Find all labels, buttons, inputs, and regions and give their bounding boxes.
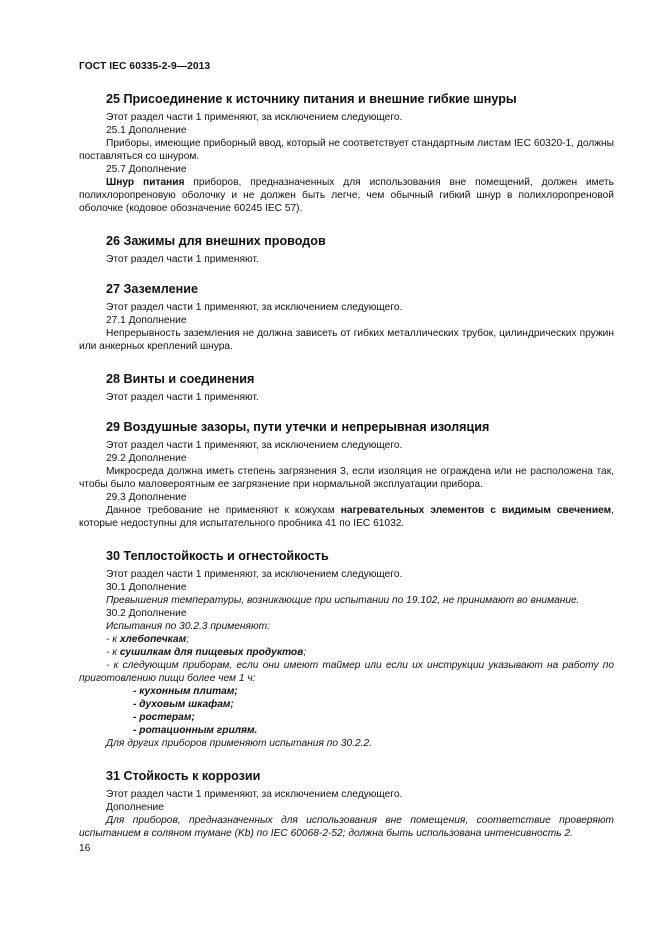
clause-29-2-label: 29.2 Дополнение: [106, 453, 187, 464]
section-30: [79, 548, 614, 750]
clause-25-1-text: Приборы, имеющие приборный ввод, который не соответствует стандартным листам IEC 60320-1, должны поставляться со шнуром.: [79, 138, 614, 162]
section-28-heading: 28 Винты и соединения: [106, 372, 255, 386]
clause-30-2-other: Для других приборов применяют испытания по 30.2.2.: [106, 738, 372, 749]
section-29-heading: 29 Воздушные зазоры, пути утечки и непрерывная изоляция: [106, 420, 490, 434]
clause-27-1-text: Непрерывность заземления не должна зависеть от гибких металлических трубок, цилиндрических пружин или анкерных креплений шнура.: [79, 328, 614, 352]
clause-29-3-text-start: Данное требование не применяют к кожухам: [106, 505, 341, 516]
clause-25-1-label: 25.1 Дополнение: [106, 125, 187, 136]
clause-27-1-label: 27.1 Дополнение: [106, 315, 187, 326]
section-30-intro: Этот раздел части 1 применяют, за исключением следующего.: [106, 569, 403, 580]
clause-29-3-label: 29.3 Дополнение: [106, 492, 187, 503]
section-31: [79, 768, 614, 840]
list-item-bread-makers: [79, 633, 614, 646]
list-item-food-dehydrators: [79, 646, 614, 659]
list-item-suffix: ;: [186, 634, 189, 645]
section-31-intro: Этот раздел части 1 применяют, за исключением следующего.: [106, 789, 403, 800]
document-body: [79, 91, 614, 840]
section-31-heading: 31 Стойкость к коррозии: [106, 769, 261, 783]
section-28-intro: Этот раздел части 1 применяют.: [106, 392, 259, 403]
term-visible-glowing-heating-element: нагревательных элементов с видимым свечением: [340, 505, 612, 516]
term-bread-makers: хлебопечкам: [119, 634, 187, 645]
list-item-timer-appliances: - к следующим приборам, если они имеют таймер или если их инструкции указывают на работу по приготовлению пищи более чем 1 ч:: [79, 660, 614, 684]
sublist-item-ovens: - духовым шкафам;: [133, 699, 234, 710]
section-27-heading: 27 Заземление: [106, 282, 198, 296]
clause-30-1-text: Превышения температуры, возникающие при испытании по 19.102, не принимают во внимание.: [106, 595, 580, 606]
clause-25-7-text-rest: приборов, предназначенных для использования вне помещений, должен иметь полихлоропреновую оболочку и не должен быть легче, чем обычный гибкий шнур в полихлоропреновой оболочке (кодовое обозначение 60245 IEC 57).: [79, 177, 614, 214]
sublist-item-cooking-ranges: - кухонным плитам;: [133, 686, 238, 697]
section-25-heading: 25 Присоединение к источнику питания и внешние гибкие шнуры: [106, 92, 517, 106]
section-27-intro: Этот раздел части 1 применяют, за исключением следующего.: [106, 302, 403, 313]
clause-25-7-text: [79, 176, 614, 215]
term-food-dehydrators: сушилкам для пищевых продуктов: [119, 647, 304, 658]
section-26: [79, 233, 614, 266]
document-header-code: ГОСТ IEC 60335-2-9—2013: [79, 61, 211, 72]
clause-31-text: Для приборов, предназначенных для использования вне помещения, соответствие проверяют испытанием в соляном тумане (Kb) по IEC 60068-2-52; должна быть использована интенсивность 2.: [79, 815, 614, 839]
clause-29-3-text-end: , которые недоступны для испытательного пробника 41 по IEC 61032.: [79, 505, 615, 529]
page-number: 16: [79, 843, 91, 854]
term-power-cord: Шнур питания: [106, 177, 185, 188]
section-25-intro: Этот раздел части 1 применяют, за исключением следующего.: [106, 112, 403, 123]
sublist-item-rotisseries: - ротационным грилям.: [133, 725, 258, 736]
list-item-suffix: ;: [303, 647, 307, 658]
clause-29-3-text: [79, 504, 614, 530]
clause-30-2-text: Испытания по 30.2.3 применяют:: [106, 621, 270, 632]
section-27: [79, 281, 614, 353]
clause-31-label: Дополнение: [106, 802, 164, 813]
section-25: [79, 91, 614, 215]
clause-25-7-label: 25.7 Дополнение: [106, 164, 187, 175]
section-26-intro: Этот раздел части 1 применяют.: [106, 254, 259, 265]
clause-30-2-label: 30.2 Дополнение: [106, 608, 187, 619]
section-26-heading: 26 Зажимы для внешних проводов: [106, 234, 326, 248]
section-29: [79, 419, 614, 530]
clause-29-2-text: Микросреда должна иметь степень загрязнения 3, если изоляция не ограждена или не расположена так, чтобы было маловероятным ее загрязнение при нормальной эксплуатации прибора.: [79, 466, 614, 490]
list-item-prefix: - к: [106, 647, 120, 658]
section-30-heading: 30 Теплостойкость и огнестойкость: [106, 549, 329, 563]
sublist-item-roasters: - ростерам;: [133, 712, 195, 723]
clause-30-1-label: 30.1 Дополнение: [106, 582, 187, 593]
section-28: [79, 371, 614, 404]
list-item-prefix: - к: [106, 634, 120, 645]
section-29-intro: Этот раздел части 1 применяют, за исключением следующего.: [106, 440, 403, 451]
